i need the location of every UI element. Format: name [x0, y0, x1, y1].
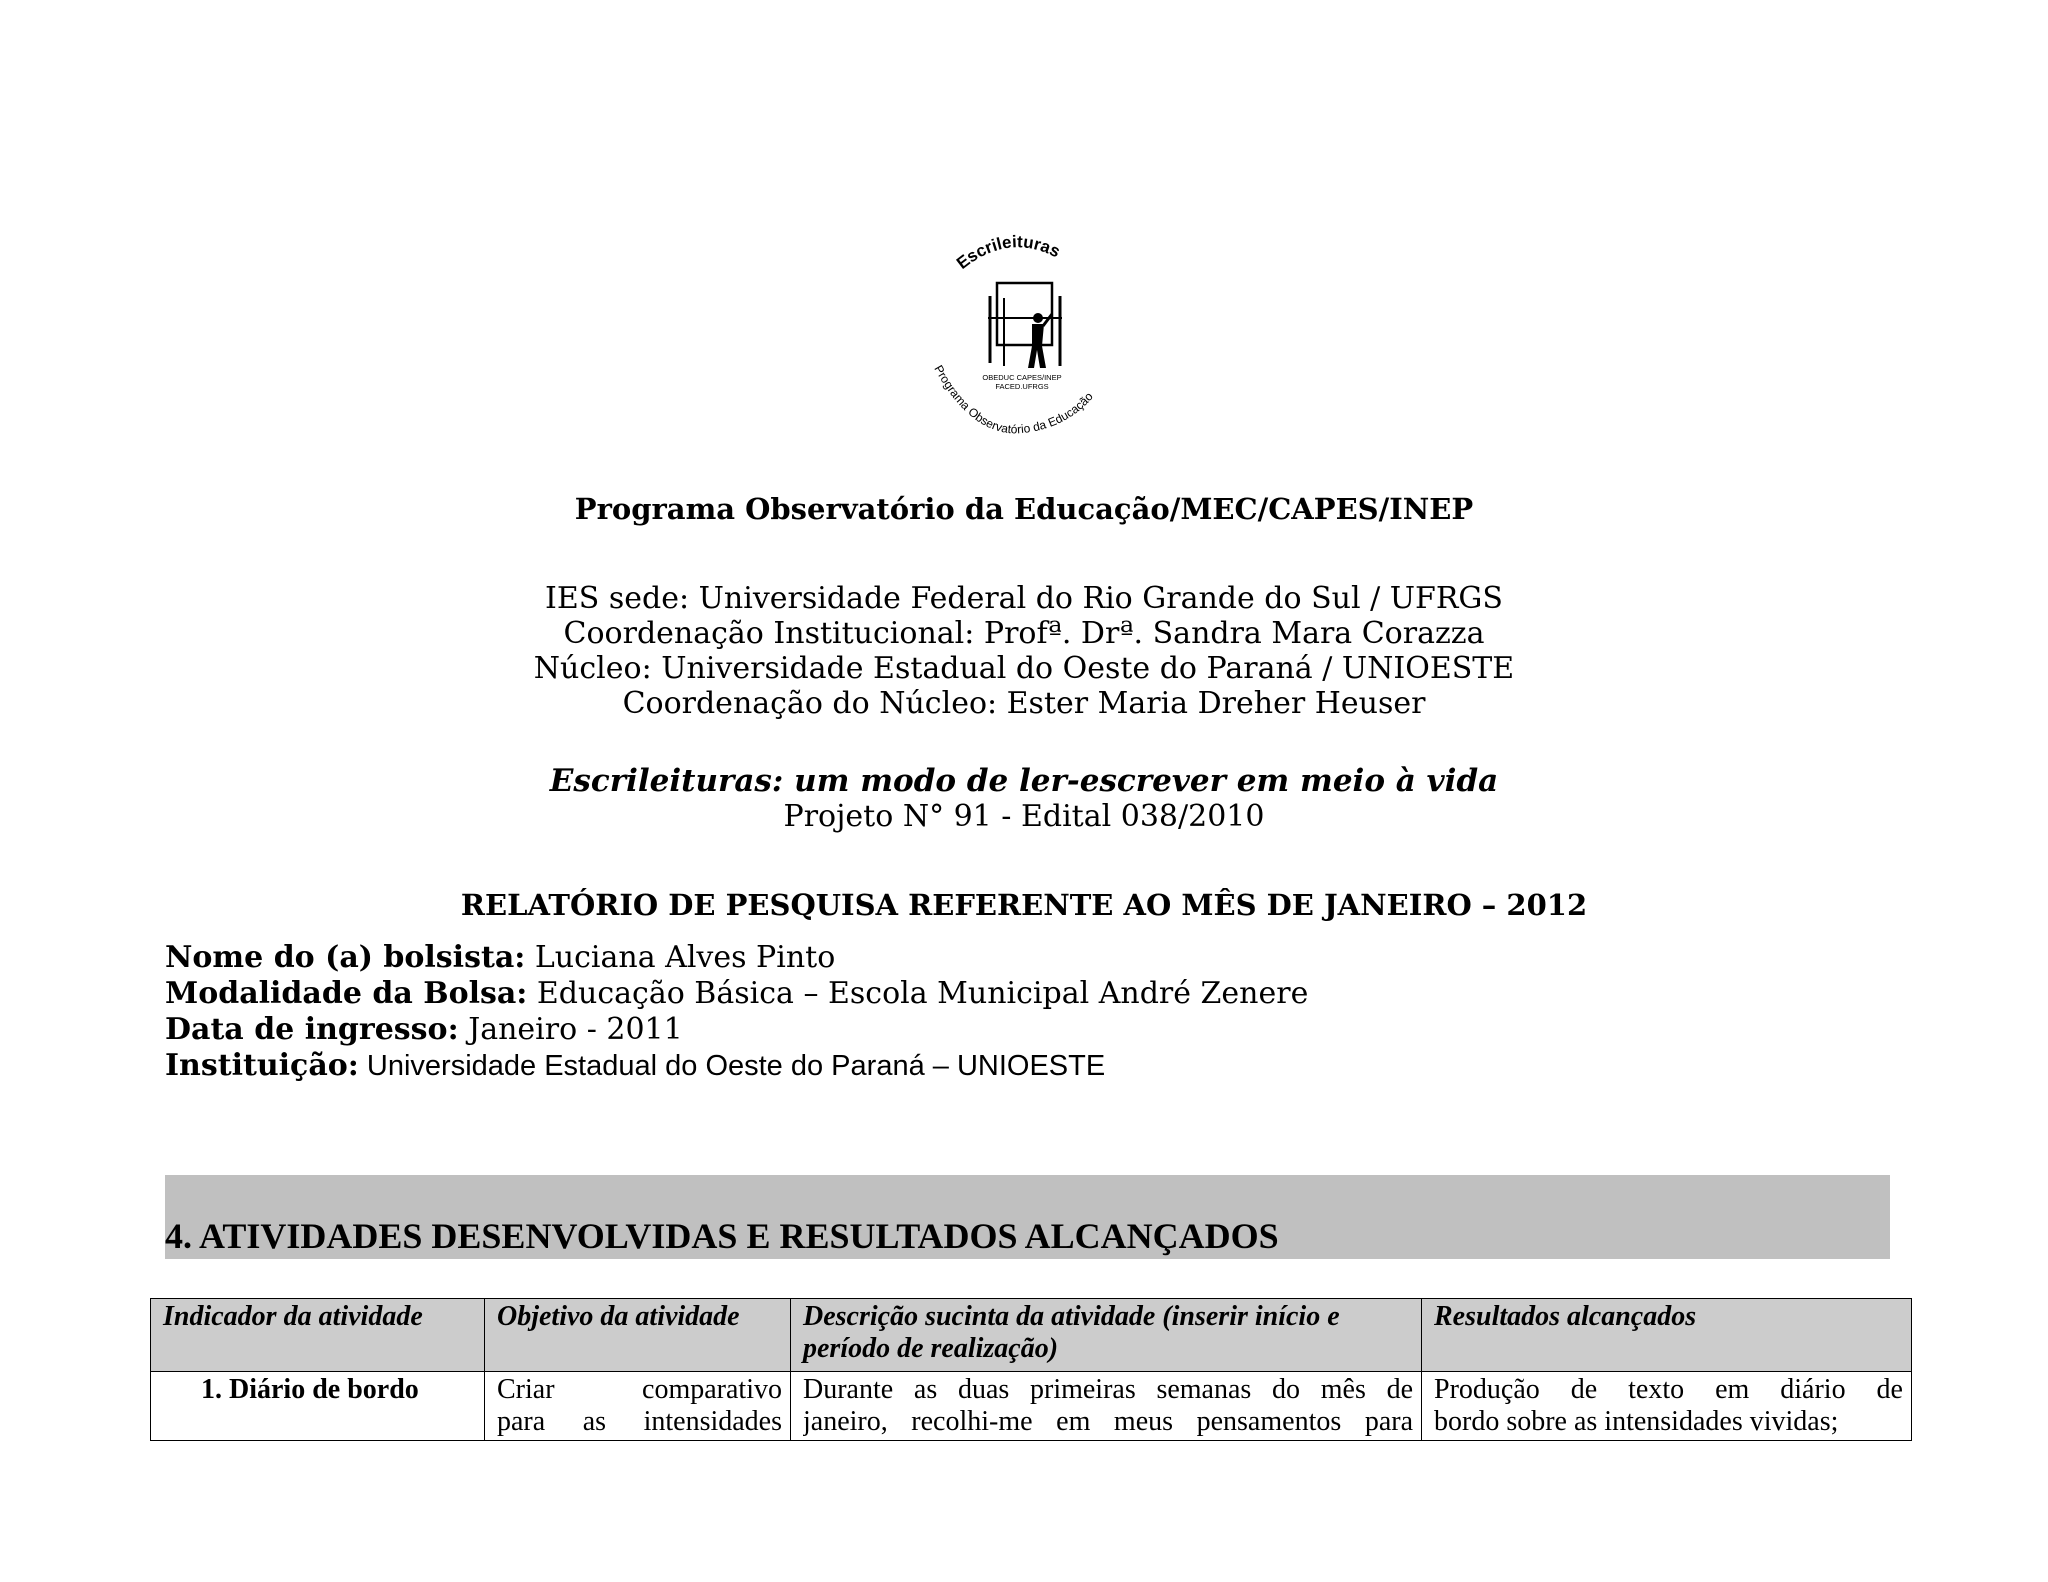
svg-text:Escrileituras	[953, 232, 1063, 273]
modalidade-value: Educação Básica – Escola Municipal André Zenere	[527, 976, 1309, 1011]
table-row	[151, 1372, 1912, 1441]
instituicao-value: Universidade Estadual do Oeste do Paraná – UNIOESTE	[358, 1050, 1106, 1082]
institution-block	[0, 581, 2048, 721]
descricao-line-1: Durante as duas primeiras semanas do mês de	[803, 1374, 1413, 1405]
activities-table	[150, 1298, 1912, 1441]
instituicao-row	[165, 1048, 1308, 1084]
objetivo-line-2: para as intensidades	[497, 1406, 782, 1437]
resultados-line-1: Produção de texto em diário de	[1434, 1374, 1903, 1405]
nome-row	[165, 940, 1308, 976]
section-header	[165, 1175, 1890, 1259]
cell-objetivo	[485, 1372, 791, 1441]
resultados-line-2: bordo sobre as intensidades vividas;	[1434, 1406, 1839, 1437]
nucleo-line: Núcleo: Universidade Estadual do Oeste do Paraná / UNIOESTE	[533, 651, 1515, 686]
header-indicador: Indicador da atividade	[151, 1299, 485, 1372]
coordenacao-line: Coordenação Institucional: Profª. Drª. Sandra Mara Corazza	[563, 616, 1485, 651]
modalidade-row	[165, 976, 1308, 1012]
data-ingresso-label: Data de ingresso:	[165, 1012, 459, 1047]
ies-sede-line: IES sede: Universidade Federal do Rio Grande do Sul / UFRGS	[545, 581, 1503, 616]
project-number: Projeto N° 91 - Edital 038/2010	[783, 799, 1265, 834]
header-objetivo: Objetivo da atividade	[485, 1299, 791, 1372]
header-resultados: Resultados alcançados	[1422, 1299, 1912, 1372]
modalidade-label: Modalidade da Bolsa:	[165, 976, 528, 1011]
cell-descricao	[791, 1372, 1422, 1441]
nome-label: Nome do (a) bolsista:	[165, 940, 526, 975]
logo-inner-line-1: OBEDUC CAPES/INEP	[982, 373, 1062, 382]
data-ingresso-row	[165, 1012, 1308, 1048]
data-ingresso-value: Janeiro - 2011	[458, 1012, 683, 1047]
table-header-row	[151, 1299, 1912, 1372]
blackboard-icon	[997, 283, 1052, 345]
report-title: RELATÓRIO DE PESQUISA REFERENTE AO MÊS DE JANEIRO – 2012	[460, 888, 1588, 922]
escrileituras-logo	[922, 228, 1122, 440]
logo-inner-line-2: FACED.UFRGS	[995, 382, 1049, 391]
coordenacao-nucleo-line: Coordenação do Núcleo: Ester Maria Dreher Heuser	[622, 686, 1426, 721]
descricao-line-2: janeiro, recolhi-me em meus pensamentos para	[803, 1406, 1413, 1437]
cell-indicador: 1. Diário de bordo	[151, 1372, 485, 1441]
scholar-info	[165, 940, 1308, 1084]
project-title: Escrileituras: um modo de ler-escrever em meio à vida	[549, 763, 1499, 799]
objetivo-line-1: Criar comparativo	[497, 1374, 782, 1405]
section-title: 4. ATIVIDADES DESENVOLVIDAS E RESULTADOS ALCANÇADOS	[165, 1216, 1279, 1256]
logo-ring-text: Programa Observatório da Educação	[931, 362, 1096, 437]
cell-resultados	[1422, 1372, 1912, 1441]
logo-top-text: Escrileituras	[953, 232, 1064, 273]
header-descricao: Descrição sucinta da atividade (inserir início e período de realização)	[791, 1299, 1422, 1372]
nome-value: Luciana Alves Pinto	[525, 940, 836, 975]
program-title: Programa Observatório da Educação/MEC/CAPES/INEP	[574, 492, 1474, 526]
instituicao-label: Instituição:	[165, 1048, 359, 1083]
teacher-figure-icon	[1033, 313, 1043, 323]
